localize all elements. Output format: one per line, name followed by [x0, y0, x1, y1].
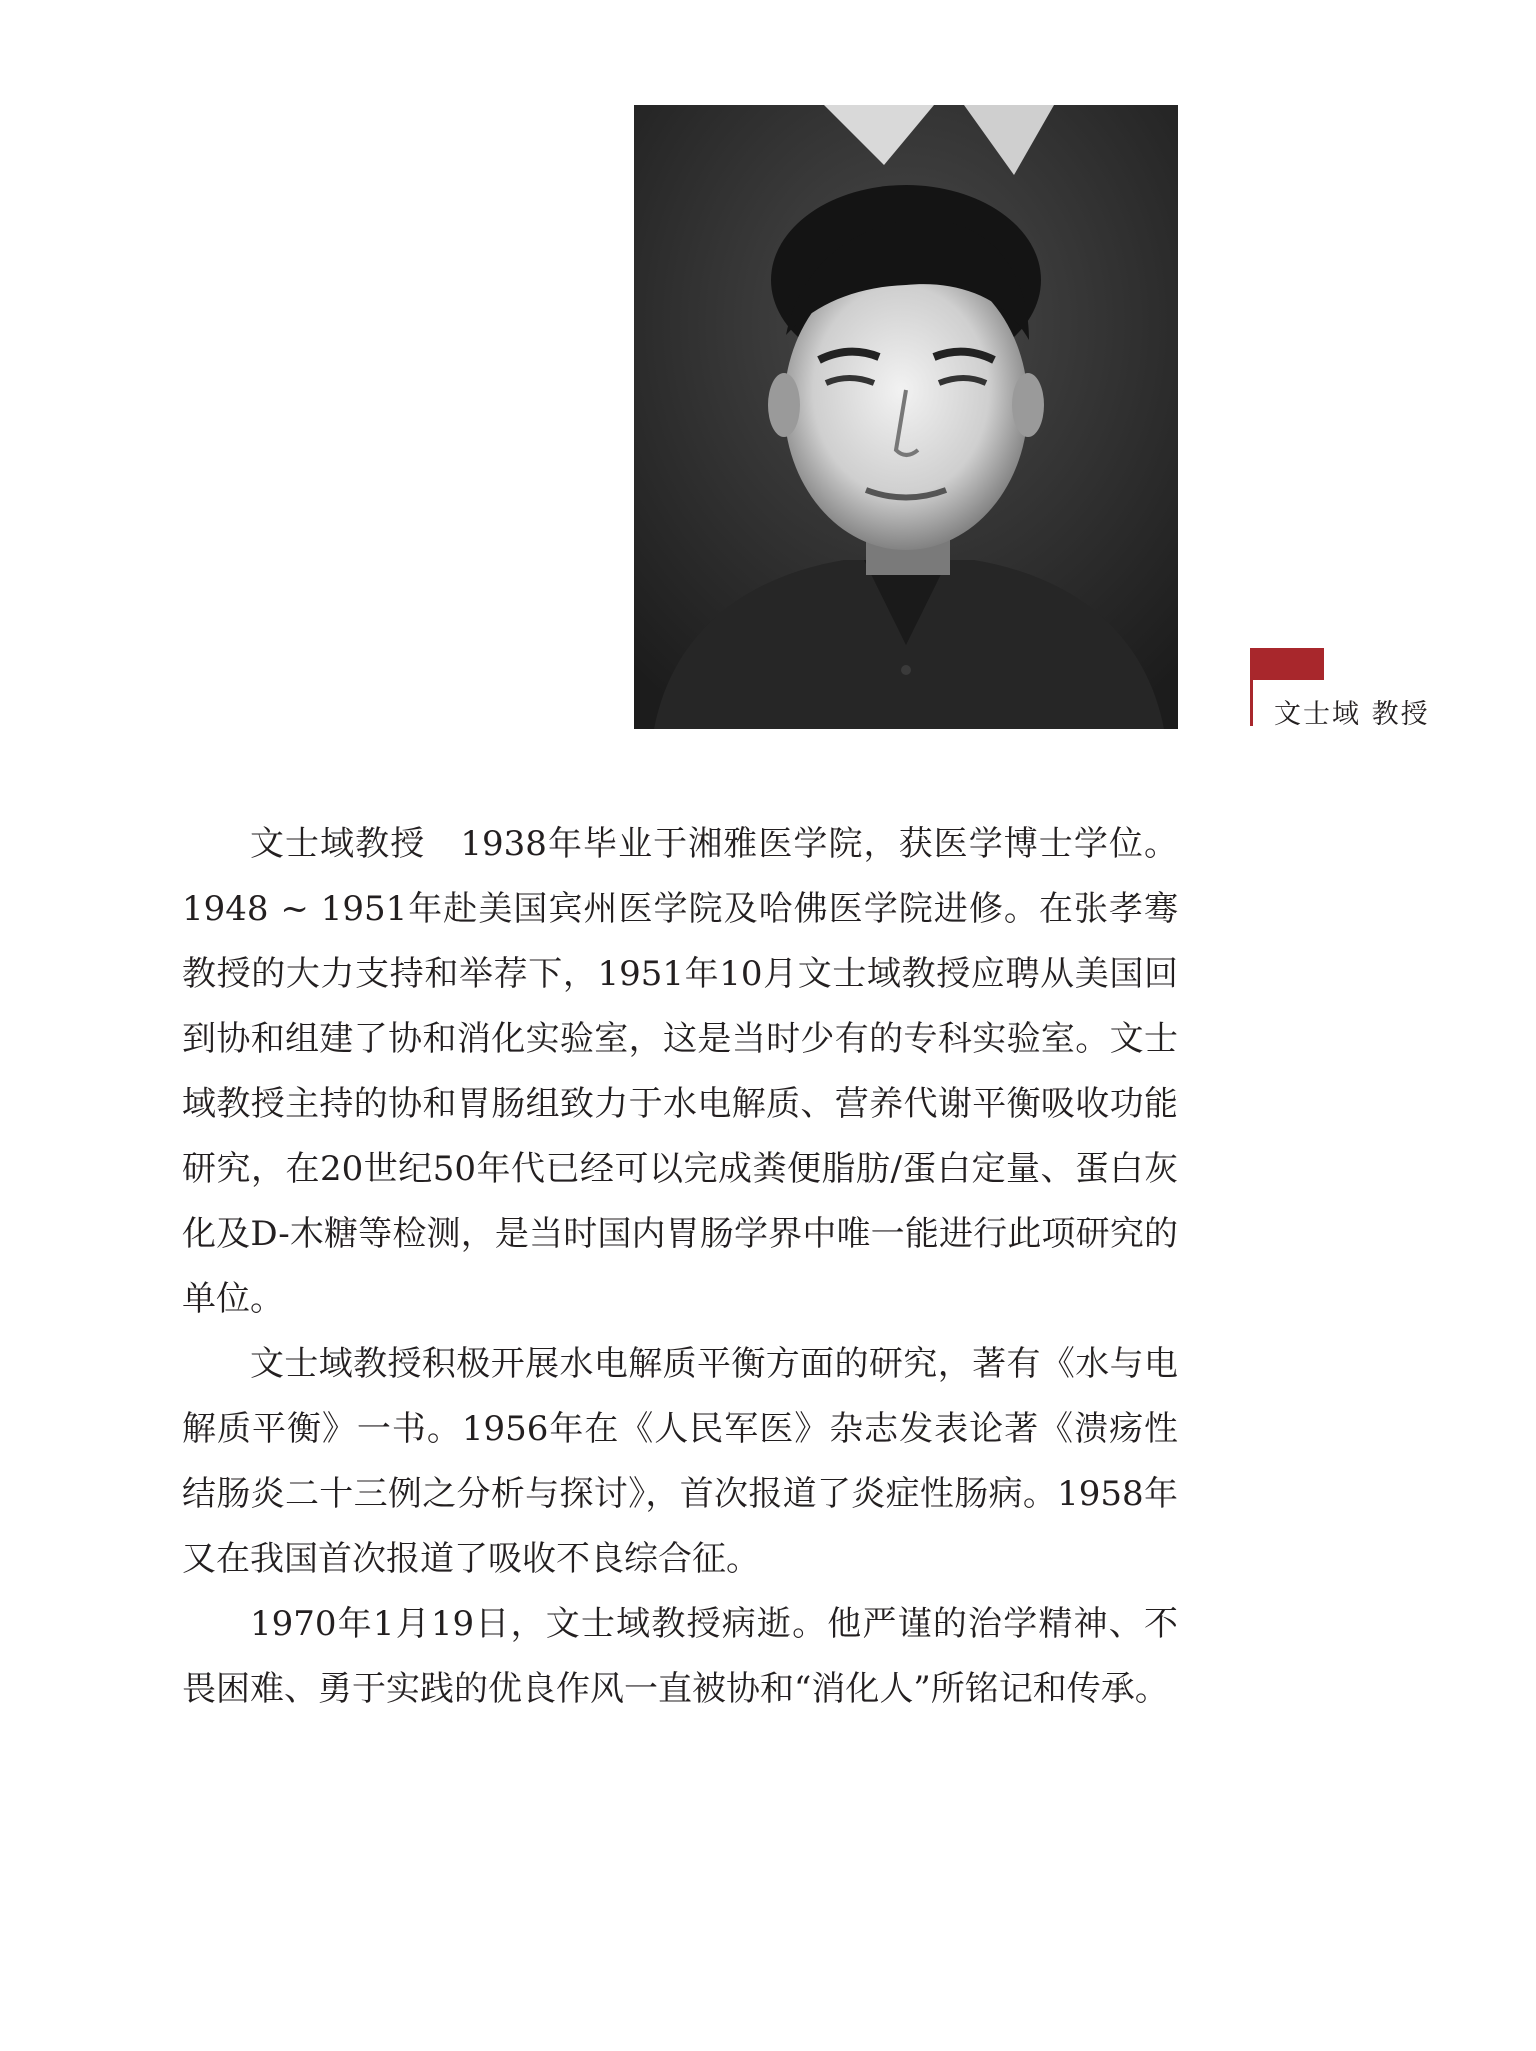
portrait-image: [634, 105, 1178, 729]
article-body: [182, 812, 1178, 1722]
portrait-caption: [1250, 648, 1440, 728]
paragraph-3: 1970年1月19日，文士域教授病逝。他严谨的治学精神、不畏困难、勇于实践的优良作风一直被协和“消化人”所铭记和传承。: [182, 1604, 1178, 1709]
caption-accent-line: [1250, 648, 1253, 726]
paragraph-1: 文士域教授 1938年毕业于湘雅医学院，获医学博士学位。1948 ~ 1951年赴美国宾州医学院及哈佛医学院进修。在张孝骞教授的大力支持和举荐下，1951年10月文士域教授应聘从美国回到协和组建了协和消化实验室，这是当时少有的专科实验室。文士域教授主持的协和胃肠组致力于水电解质、营养代谢平衡吸收功能研究，在20世纪50年代已经可以完成粪便脂肪/蛋白定量、蛋白灰化及D-木糖等检测，是当时国内胃肠学界中唯一能进行此项研究的单位。: [182, 824, 1178, 1319]
portrait-photo: [634, 105, 1178, 729]
caption-label: 文士域 教授: [1274, 699, 1430, 730]
paragraph-2: 文士域教授积极开展水电解质平衡方面的研究，著有《水与电解质平衡》一书。1956年在《人民军医》杂志发表论著《溃疡性结肠炎二十三例之分析与探讨》，首次报道了炎症性肠病。1958年又在我国首次报道了吸收不良综合征。: [182, 1344, 1178, 1579]
caption-accent-bar: [1250, 648, 1324, 680]
